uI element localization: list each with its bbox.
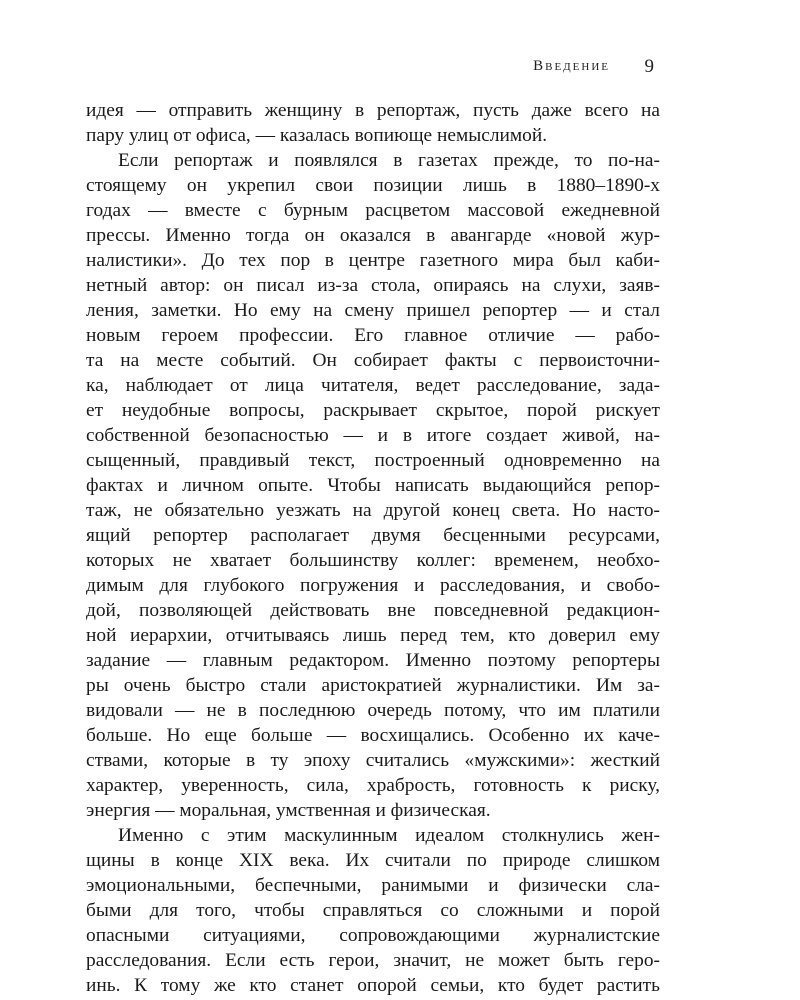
text-line: которых не хватает большинству коллег: временем, необхо-	[86, 550, 660, 571]
text-line: видовали — не в последнюю очередь потому, что им платили	[86, 700, 660, 721]
text-line: новым героем профессии. Его главное отличие — рабо-	[86, 325, 660, 346]
text-line: ящий репортер располагает двумя бесценными ресурсами,	[86, 525, 660, 546]
text-line: прессы. Именно тогда он оказался в авангарде «новой жур-	[86, 225, 660, 246]
text-line: налистики». До тех пор в центре газетного мира был каби-	[86, 250, 660, 271]
body-text	[86, 98, 660, 998]
text-line: характер, уверенность, сила, храбрость, готовность к риску,	[86, 775, 660, 796]
text-line: ры очень быстро стали аристократией журналистики. Им за-	[86, 675, 660, 696]
text-line: больше. Но еще больше — восхищались. Особенно их каче-	[86, 725, 660, 746]
page-number: 9	[644, 56, 654, 77]
text-line: ка, наблюдает от лица читателя, ведет расследование, зада-	[86, 375, 660, 396]
text-line: сыщенный, правдивый текст, построенный одновременно на	[86, 450, 660, 471]
text-line: ления, заметки. Но ему на смену пришел репортер — и стал	[86, 300, 660, 321]
text-line: та на месте событий. Он собирает факты с первоисточни-	[86, 350, 660, 371]
text-line: нетный автор: он писал из-за стола, опираясь на слухи, заяв-	[86, 275, 660, 296]
text-line: эмоциональными, беспечными, ранимыми и физически сла-	[86, 875, 660, 896]
text-line: фактах и личном опыте. Чтобы написать выдающийся репор-	[86, 475, 660, 496]
text-line: быми для того, чтобы справляться со сложными и порой	[86, 900, 660, 921]
text-line: ной иерархии, отчитываясь лишь перед тем, кто доверил ему	[86, 625, 660, 646]
text-line: расследования. Если есть герои, значит, не может быть геро-	[86, 950, 660, 971]
text-line: Именно с этим маскулинным идеалом столкнулись жен-	[118, 825, 660, 846]
text-line: пару улиц от офиса, — казалась вопиюще немыслимой.	[86, 125, 548, 146]
text-line: идея — отправить женщину в репортаж, пусть даже всего на	[86, 100, 660, 121]
text-line: инь. К тому же кто станет опорой семьи, кто будет растить	[86, 975, 660, 996]
text-line: дой, позволяющей действовать вне повседневной редакцион-	[86, 600, 660, 621]
text-line: димым для глубокого погружения и расследования, и свобо-	[86, 575, 660, 596]
running-head-section-title: Введение	[533, 58, 610, 74]
running-head	[148, 56, 662, 80]
text-line: задание — главным редактором. Именно поэтому репортеры	[86, 650, 660, 671]
text-line: таж, не обязательно уезжать на другой конец света. Но насто-	[86, 500, 660, 521]
text-line: ет неудобные вопросы, раскрывает скрытое, порой рискует	[86, 400, 660, 421]
text-line: щины в конце XIX века. Их считали по природе слишком	[86, 850, 660, 871]
text-line: Если репортаж и появлялся в газетах прежде, то по-на-	[118, 150, 660, 171]
text-line: энергия — моральная, умственная и физическая.	[86, 800, 491, 821]
text-line: ствами, которые в ту эпоху считались «мужскими»: жесткий	[86, 750, 660, 771]
text-line: опасными ситуациями, сопровождающими журналистские	[86, 925, 660, 946]
text-line: стоящему он укрепил свои позиции лишь в 1880–1890-х	[86, 175, 660, 196]
text-line: собственной безопасностью — и в итоге создает живой, на-	[86, 425, 660, 446]
text-line: годах — вместе с бурным расцветом массовой ежедневной	[86, 200, 660, 221]
